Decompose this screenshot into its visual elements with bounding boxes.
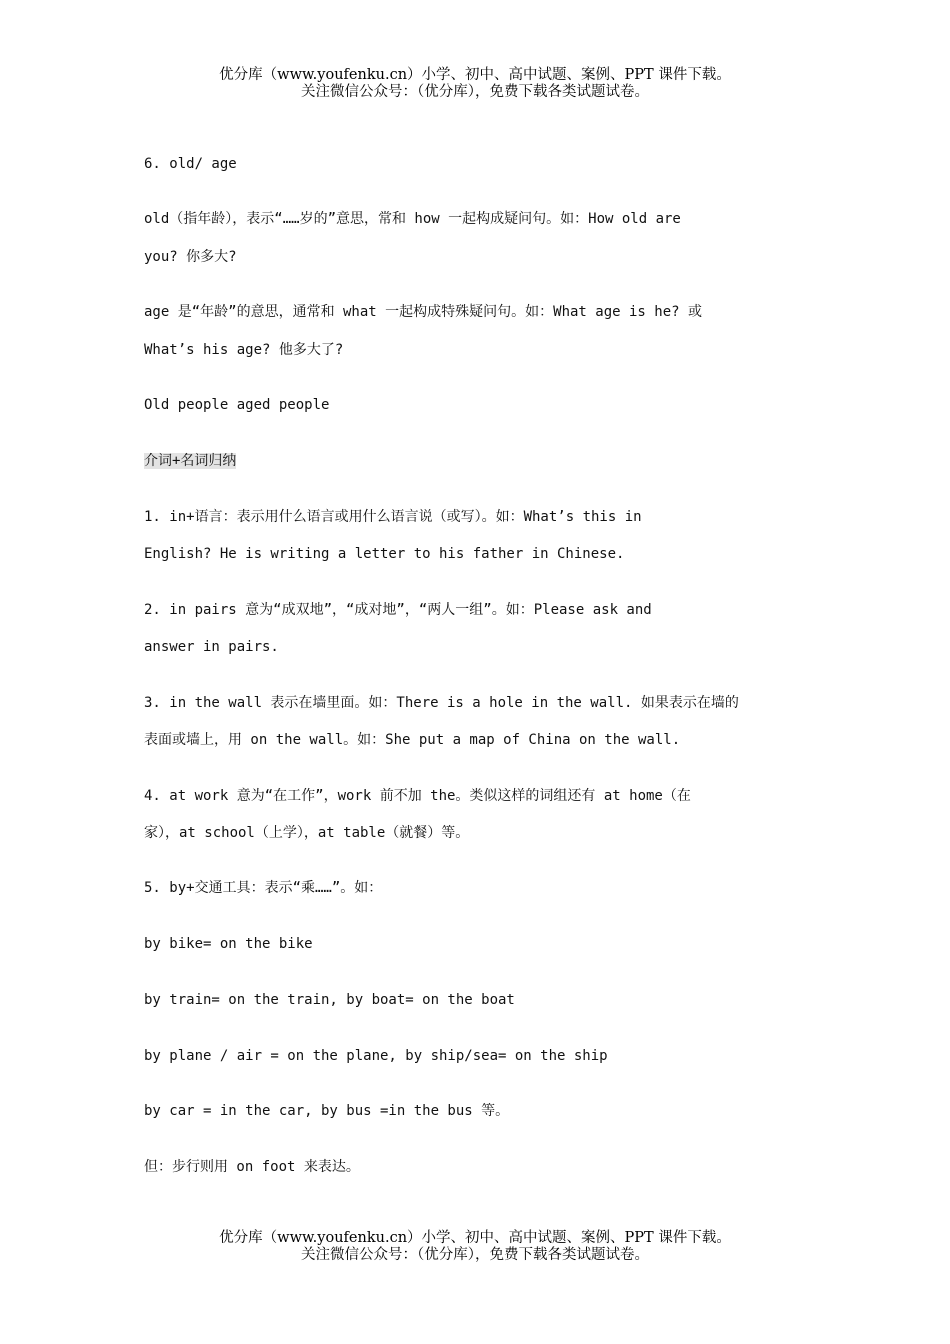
item-6-heading: 6. old/ age bbox=[144, 156, 237, 172]
item-3-line-2: 表面或墙上，用 on the wall。如：She put a map of China on the wall. bbox=[144, 732, 681, 748]
section-heading-wrap bbox=[144, 451, 236, 471]
section-heading: 介词+名词归纳 bbox=[144, 453, 237, 469]
item-2-line-1: 2. in pairs 意为“成双地”，“成对地”，“两人一组”。如：Please ask and bbox=[144, 602, 652, 618]
example-on-foot: 但：步行则用 on foot 来表达。 bbox=[144, 1159, 360, 1175]
header-line-2: 关注微信公众号：（优分库），免费下载各类试题试卷。 bbox=[301, 84, 649, 100]
item-1-line-2: English? He is writing a letter to his father in Chinese. bbox=[144, 546, 625, 562]
age-explanation-line-2: What’s his age? 他多大了? bbox=[144, 342, 344, 358]
old-aged-examples: Old people aged people bbox=[144, 397, 330, 413]
item-4-line-1: 4. at work 意为“在工作”，work 前不加 the。类似这样的词组还有 at home（在 bbox=[144, 788, 691, 804]
page-header bbox=[0, 67, 950, 101]
item-3-line-1: 3. in the wall 表示在墙里面。如：There is a hole in the wall. 如果表示在墙的 bbox=[144, 695, 739, 711]
example-plane-ship: by plane / air = on the plane, by ship/sea= on the ship bbox=[144, 1048, 608, 1064]
old-explanation-line-2: you? 你多大? bbox=[144, 249, 237, 265]
item-2-line-2: answer in pairs. bbox=[144, 639, 279, 655]
item-4-line-2: 家），at school（上学），at table（就餐）等。 bbox=[144, 825, 470, 841]
footer-line-2: 关注微信公众号：（优分库），免费下载各类试题试卷。 bbox=[301, 1247, 649, 1263]
example-car-bus: by car = in the car, by bus =in the bus 等。 bbox=[144, 1103, 510, 1119]
example-train-boat: by train= on the train, by boat= on the boat bbox=[144, 992, 515, 1008]
item-1-line-1: 1. in+语言：表示用什么语言或用什么语言说（或写）。如：What’s this in bbox=[144, 509, 642, 525]
item-5-heading: 5. by+交通工具：表示“乘……”。如： bbox=[144, 880, 383, 896]
example-bike: by bike= on the bike bbox=[144, 936, 313, 952]
old-explanation-line-1: old（指年龄），表示“……岁的”意思，常和 how 一起构成疑问句。如：How old are bbox=[144, 211, 681, 227]
header-line-1: 优分库（www.youfenku.cn）小学、初中、高中试题、案例、PPT 课件下载。 bbox=[219, 67, 731, 83]
footer-line-1: 优分库（www.youfenku.cn）小学、初中、高中试题、案例、PPT 课件下载。 bbox=[219, 1230, 731, 1246]
age-explanation-line-1: age 是“年龄”的意思，通常和 what 一起构成特殊疑问句。如：What age is he? 或 bbox=[144, 304, 703, 320]
page-footer bbox=[0, 1230, 950, 1264]
